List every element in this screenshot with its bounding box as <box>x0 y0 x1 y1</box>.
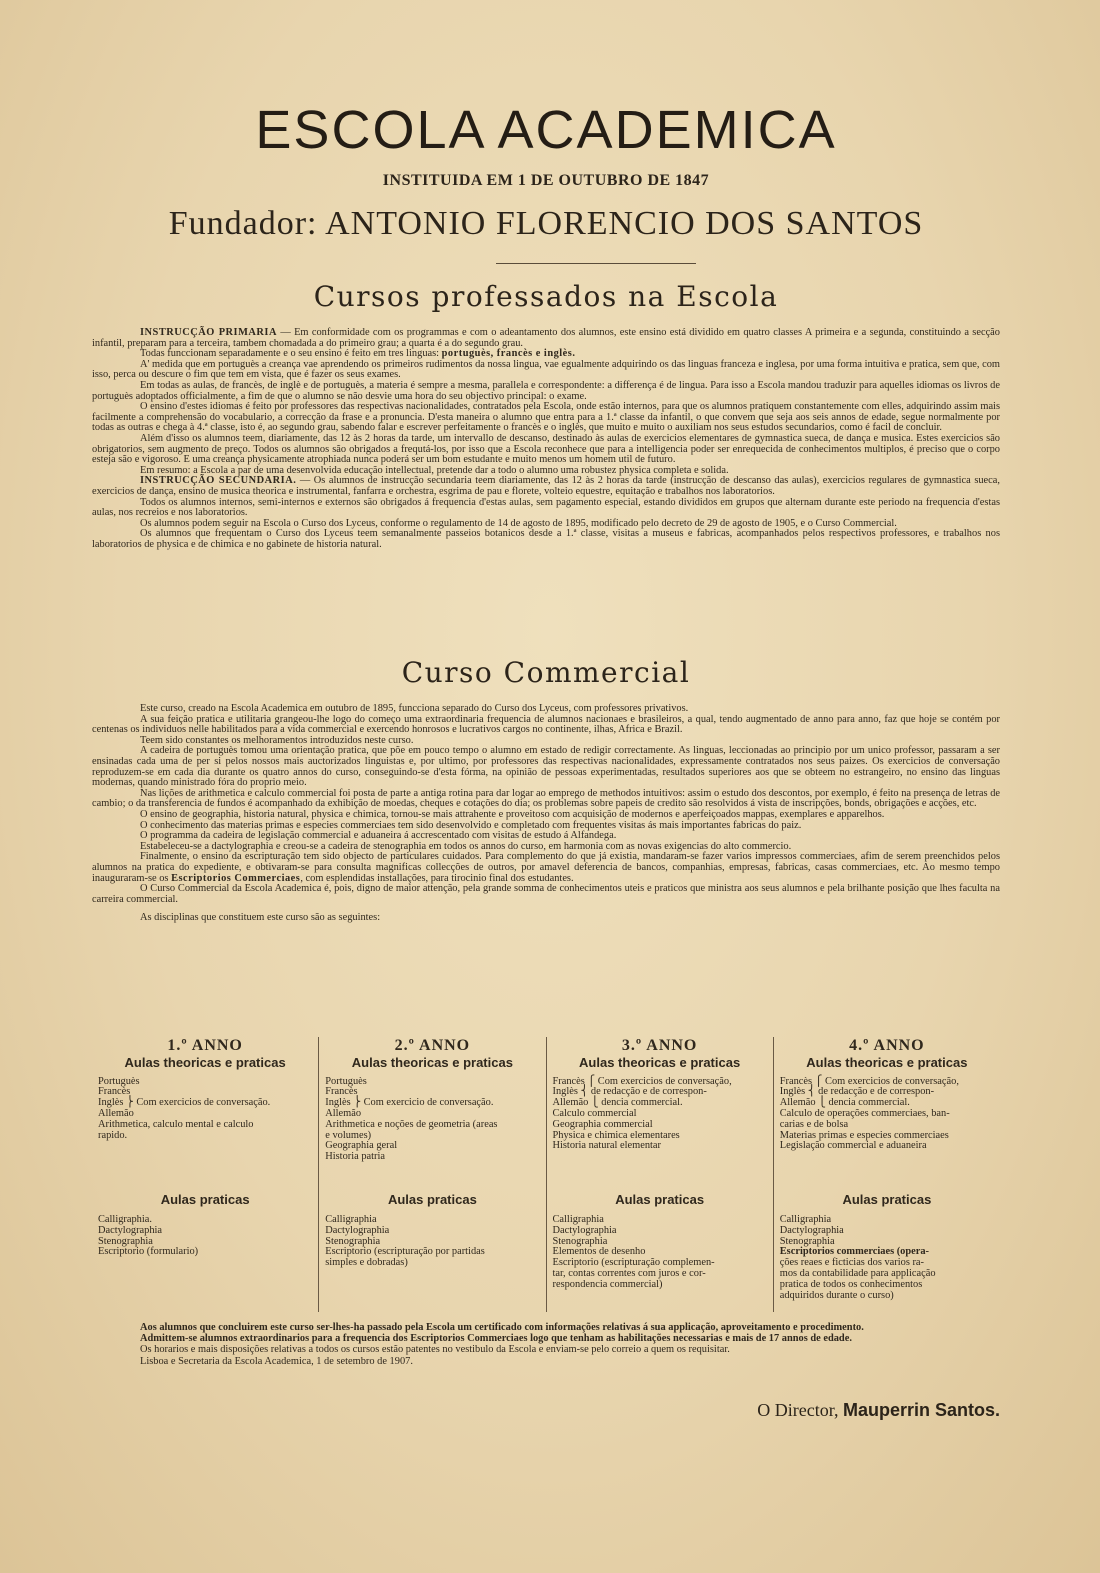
paragraph: Em resumo: a Escola a par de uma desenvolvida educação intellectual, pretende dar a todo o alumno uma robustez physica completa e solida. <box>140 464 729 476</box>
paragraph: Em todas as aulas, de francès, de inglè e de portuguès, a materia é sempre a mesma, parallela e correspondente: a differença é de lingua. Para isso a Escola mandou traduzir para aquelles idiomas os livros de portuguès adoptados officialmente, a fim de que o alumno se não desvie uma hora do seu objectivo principal: o exame. <box>92 379 1000 402</box>
subject-item: tar, contas correntes com juros e cor- <box>552 1267 706 1279</box>
subject-item: Inglès ⎬ Com exercicio de conversação. <box>325 1097 494 1109</box>
paragraph: Estabeleceu-se a dactylographia e creou-se a cadeira de stenographia em todos os annos do curso, em harmonia com as novas exigencias do alto commercio. <box>140 840 792 852</box>
paragraph: As disciplinas que constituem este curso são as seguintes: <box>140 912 381 924</box>
subject-item: Geographia geral <box>325 1140 398 1152</box>
subject-item: Inglès ⎬ Com exercicios de conversação. <box>98 1097 271 1109</box>
subject-item: Materias primas e especies commerciaes <box>779 1129 949 1141</box>
paragraph: Os alumnos que frequentam o Curso dos Lyceus teem semanalmente passeios botanicos desde a 1.ª classe, visitas a museus e fabricas, acompanhados pelos respectivos professores, e trabalhos nos laboratorios de physica e de chimica e no gabinete de historia natural. <box>92 528 1000 550</box>
subject-item: Portuguès <box>325 1075 367 1087</box>
subject-item: Elementos de desenho <box>552 1246 646 1258</box>
subject-item: Escriptorio (escripturação por partidas <box>325 1246 485 1258</box>
subject-item: rapido. <box>98 1129 128 1141</box>
subject-item: Calligraphia <box>779 1214 832 1225</box>
subject-item: Allemão <box>98 1107 134 1119</box>
page-title: ESCOLA ACADEMICA <box>255 100 837 160</box>
cursos-section <box>92 328 1000 550</box>
subject-item: Stenographia <box>325 1235 381 1247</box>
certificate-note <box>92 1322 1000 1333</box>
primaria-paragraph <box>92 328 1000 349</box>
paragraph: Além d'isso os alumnos teem, diariamente, das 12 às 2 horas da tarde, um intervallo de descanso, destinado às aulas de exercicios elementares de gymnastica sueca, de dança e musica. Estes exercicios são obrigatorios, sem augmento de preço. Todos os alumnos são obrigados a frequtá-los, por isso que a Escola reconhece que para a intelligencia poder ser enrequecida de conhecimentos multiplos, é preciso que o corpo esteja são e vigoroso. E uma creança physicamente atrophiada nunca poderá ser um bom estudante e muito menos um homem util de futuro. <box>92 432 1000 466</box>
subject-item: Calligraphia. <box>98 1214 152 1225</box>
subject-item: Allemão ⎩ dencia commercial. <box>552 1097 683 1109</box>
subject-item: ções reaes e ficticias dos varios ra- <box>779 1257 924 1269</box>
practical-list <box>98 1215 312 1258</box>
year-title: 4.º ANNO <box>849 1037 925 1054</box>
certificate-note-text: Aos alumnos que concluirem este curso ser-lhes-ha passado pela Escola um certificado com informações relativas á sua applicação, aproveitamento e procedimento. <box>140 1322 864 1333</box>
subject-item: pratica de todos os conhecimentos <box>779 1278 923 1290</box>
theoretical-list <box>553 1077 767 1153</box>
cursos-heading: Cursos professados na Escola <box>313 280 779 313</box>
subject-item: Stenographia <box>552 1235 608 1247</box>
notes-section <box>92 1322 1000 1367</box>
secundaria-paragraph <box>92 476 1000 497</box>
practical-list <box>325 1215 539 1269</box>
escriptorios-end: , com esplendidas installações, para tirocinio final dos estudantes. <box>300 872 574 884</box>
practical-heading: Aulas praticas <box>160 1192 250 1207</box>
theoretical-heading: Aulas theoricas e praticas <box>579 1054 741 1070</box>
commercial-section <box>92 704 1000 924</box>
commercial-heading: Curso Commercial <box>401 656 691 689</box>
subject-item: mos da contabilidade para applicação <box>779 1267 936 1279</box>
subject-item: Allemão <box>325 1107 362 1119</box>
paragraph: O Curso Commercial da Escola Academica é, pois, digno de maior attenção, pela grande somma de conhecimentos uteis e praticos que ministra aos seus alumnos e pela brilhante posição que lhes faculta na carreira commercial. <box>92 883 1000 905</box>
divider-rule <box>496 263 696 264</box>
subject-item: Legislação commercial e aduaneira <box>779 1140 927 1152</box>
subject-item: Dactylographia <box>779 1224 844 1236</box>
subject-item: Inglès ⎨ de redacção e de correspon- <box>779 1086 935 1098</box>
subject-item: Portuguès <box>98 1075 140 1087</box>
year-title: 3.º ANNO <box>621 1037 698 1054</box>
subject-item: Dactylographia <box>98 1224 163 1236</box>
subject-item: Geographia commercial <box>552 1118 653 1130</box>
paragraph: Os alumnos podem seguir na Escola o Curso dos Lyceus, conforme o regulamento de 14 de agosto de 1895, modificado pelo decreto de 29 de agosto de 1905, e o Curso Commercial. <box>140 517 897 529</box>
subject-item: e volumes) <box>325 1129 372 1141</box>
linguas-bold: portuguès, francès e inglès. <box>441 348 576 360</box>
year-title: 2.º ANNO <box>394 1037 471 1054</box>
practical-heading: Aulas praticas <box>387 1192 477 1207</box>
subject-item: Dactylographia <box>552 1224 617 1236</box>
subject-item: Inglès ⎨ de redacção e de correspon- <box>552 1086 707 1098</box>
date-line: Lisboa e Secretaria da Escola Academica, 1 de setembro de 1907. <box>140 1355 413 1367</box>
subject-item: Dactylographia <box>325 1224 390 1236</box>
primaria-label: INSTRUCÇÃO PRIMARIA <box>140 327 277 338</box>
paragraph: A cadeira de portuguès tomou uma orientação pratica, que põe em pouco tempo o alumno em estado de redigir correctamente. As linguas, leccionadas ao principio por um unico professor, passaram a ser ensinadas cada uma de per si pelos nossos mais auctorizados linguistas e, por ultimo, por professores das respectivas nacionalidades, expressamente contratados nos seus paizes. Os exercicios de conversação reproduzem-se em cada dia durante os quatro annos do curso, conseguindo-se d'esta fórma, na opinião de pessoas experimentadas, resultados superiores aos que se obteem no estrangeiro, no ensino das linguas modernas, quando ministrado fóra do proprio meio. <box>92 745 1000 789</box>
paragraph: Todos os alumnos internos, semi-internos e externos são obrigados á frequencia d'estas aulas, sem pagamento especial, estando divididos em grupos que alternam durante este periodo na frequencia d'estas aulas, nos recreios e nos laboratorios. <box>92 496 1000 519</box>
theoretical-list <box>98 1077 312 1142</box>
subject-item: Francès ⎧ Com exercicios de conversação, <box>552 1075 732 1087</box>
subject-item: Calculo de operações commerciaes, ban- <box>779 1107 950 1119</box>
subject-item: respondencia commercial) <box>552 1278 663 1290</box>
paragraph: O programma da cadeira de legislação commercial e aduaneira á accrescentado com visitas de estudo á Alfandega. <box>140 830 617 842</box>
subject-item: Calligraphia <box>325 1214 377 1225</box>
subject-item: Escriptorio (formulario) <box>98 1246 199 1258</box>
paragraph: Este curso, creado na Escola Academica em outubro de 1895, funcciona separado do Curso dos Lyceus, com professores privativos. <box>140 703 689 714</box>
practical-heading: Aulas praticas <box>842 1192 932 1207</box>
subject-item: simples e dobradas) <box>325 1257 408 1269</box>
subject-item: Arithmetica e noções de geometria (areas <box>325 1118 498 1130</box>
year-column <box>773 1037 1000 1312</box>
schedule-note: Os horarios e mais disposições relativas a todos os cursos estão patentes no vestibulo da Escola e enviam-se pelo correio a quem os requisitar. <box>140 1344 730 1356</box>
subject-item: Francès ⎧ Com exercicios de conversação, <box>779 1075 959 1087</box>
secundaria-label: INSTRUCÇÃO SECUNDARIA. <box>140 475 297 487</box>
theoretical-list <box>780 1077 994 1153</box>
year-column <box>92 1037 318 1312</box>
subject-item: Historia patria <box>325 1151 385 1163</box>
signature-line <box>757 1400 1000 1421</box>
subject-item: Escriptorio (escripturação complemen- <box>552 1257 715 1269</box>
practical-heading: Aulas praticas <box>615 1192 705 1207</box>
escriptorios-bold: Escriptorios Commerciaes <box>171 872 301 884</box>
paragraph: Teem sido constantes os melhoramentos introduzidos neste curso. <box>140 734 414 746</box>
subject-item: carias e de bolsa <box>779 1118 849 1130</box>
subject-item: Calligraphia <box>552 1214 604 1225</box>
subject-item: Escriptorios commerciaes (opera- <box>779 1246 930 1258</box>
director-name: Mauperrin Santos. <box>842 1400 1000 1420</box>
subject-item: Stenographia <box>779 1235 835 1247</box>
theoretical-list <box>325 1077 539 1163</box>
escriptorios-text: Finalmente, o ensino da escripturação tem sido objecto de particulares cuidados. Para complemento do que já existia, mandaram-se fazer varios impressos commerciaes, afim de serem preenchidos pelos alumnos na pratica do expediente, e obtivaram-se para consulta magnificas collecções de outros, por amavel deferencia de bancos, companhias, empresas, fabricas, casas commerciaes, etc. Ao mesmo tempo inauguraram-se os <box>92 851 1000 884</box>
subject-item: Physica e chimica elementares <box>552 1129 680 1141</box>
founder-line: Fundador: ANTONIO FLORENCIO DOS SANTOS <box>168 205 924 242</box>
subject-item: Calculo commercial <box>552 1107 637 1119</box>
paragraph: A' medida que em portuguès a creança vae aprendendo os primeiros rudimentos da nossa lingua, vae egualmente adquirindo os das linguas franceza e inglesa, por uma forma intuitiva e pratica, sem que, com isso, perca ou descure o fim que tem em vista, que é fazer os seus exames. <box>92 358 1000 381</box>
theoretical-heading: Aulas theoricas e praticas <box>351 1054 513 1070</box>
signature-prefix: O Director, <box>757 1400 843 1420</box>
subject-item: adquiridos durante o curso) <box>779 1289 894 1301</box>
theoretical-heading: Aulas theoricas e praticas <box>806 1054 968 1070</box>
subject-item: Arithmetica, calculo mental e calculo <box>98 1118 254 1130</box>
subject-item: Francès <box>98 1086 131 1098</box>
secundaria-text: — Os alumnos de instrucção secundaria teem diariamente, das 12 às 2 horas da tarde (instrucção de descanso das aulas), exercicios regulares de gymnastica sueca, exercicios de dança, ensino de musica theorica e instrumental, fanfarra e orchestra, esgrima de pau e florete, volteio equestre, equitação e trabalhos nos laboratorios. <box>92 475 1000 497</box>
subject-item: Stenographia <box>98 1235 153 1247</box>
paragraph: O conhecimento das materias primas e especies commerciaes tem sido desenvolvido e completado com frequentes visitas ás mais importantes fabricas do paiz. <box>140 819 802 831</box>
page-subtitle: INSTITUIDA EM 1 DE OUTUBRO DE 1847 <box>382 172 710 189</box>
theoretical-heading: Aulas theoricas e praticas <box>124 1054 286 1070</box>
escriptorios-paragraph <box>92 852 1000 884</box>
subject-item: Historia natural elementar <box>552 1140 661 1152</box>
paragraph: O ensino d'estes idiomas é feito por professores das respectivas nacionalidades, contratados pela Escola, onde estão internos, para que os alumnos pratiquem constantemente com elles, adquirindo assim mais facilmente a comprehensão do vocabulario, a correcção da frase e a pronuncia. D'esta maneira o alumno que entra para a 1.ª classe da infantil, o que convem que seja aos seis annos de edade, segue normalmente por todas as outras e chega à 4.ª classe, isto é, ao segundo grau, sabendo falar e escrever perfeitamente o francès e o inglès, que muito e muito o auxiliam nos seus estudos secundarios, como é facil de concluir. <box>92 401 1000 434</box>
practical-list <box>780 1215 994 1301</box>
subject-item: Francès <box>325 1086 358 1098</box>
linguas-text: Todas funccionam separadamente e o seu ensino é feito em tres linguas: <box>140 348 442 360</box>
practical-list <box>553 1215 767 1291</box>
year-title: 1.º ANNO <box>167 1037 243 1054</box>
year-column <box>546 1037 773 1312</box>
admission-note-text: Admittem-se alumnos extraordinarios para a frequencia dos Escriptorios Commerciaes logo que tenham as habilitações necessarias e mais de 17 annos de edade. <box>140 1333 852 1345</box>
admission-note <box>92 1333 1000 1344</box>
paragraph: Nas lições de arithmetica e calculo commercial foi posta de parte a antiga rotina para dar logar ao emprego de methodos intuitivos: assim o estudo dos descontos, por exemplo, é feito na presença de letras de cambio; o da transferencia de fundos é acompanhado da exhibição de moedas, cheques e cotações do dia; os problemas sobre papeis de credito são resolvidos á vista de inscripções, bonds, obrigações e acções, etc. <box>92 787 1000 810</box>
year-column <box>318 1037 545 1312</box>
course-years-table <box>92 1037 1000 1312</box>
paragraph: O ensino de geographia, historia natural, physica e chimica, tornou-se mais attrahente e proveitoso com acquisição de modernos e aperfeiçoados mappas, exemplares e apparelhos. <box>140 808 885 820</box>
paragraph: A sua feição pratica e utilitaria grangeou-lhe logo do começo uma extraordinaria frequencia de alumnos nacionaes e brasileiros, a qual, tendo augmentado de anno para anno, faz que hoje se contém por centenas os individuos nelle habilitados para a vida commercial e exercendo honrosos e lucrativos cargos no continente, ilhas, Africa e Brazil. <box>92 713 1000 736</box>
primaria-text: — Em conformidade com os programmas e com o adeantamento dos alumnos, este ensino está dividido em quatro classes A primeira e a segunda, constituindo a secção infantil, preparam para a terceira, tambem chomadada a do primeiro grau; a quarta é a do segundo grau. <box>92 327 1000 349</box>
subject-item: Allemão ⎩ dencia commercial. <box>779 1097 910 1109</box>
